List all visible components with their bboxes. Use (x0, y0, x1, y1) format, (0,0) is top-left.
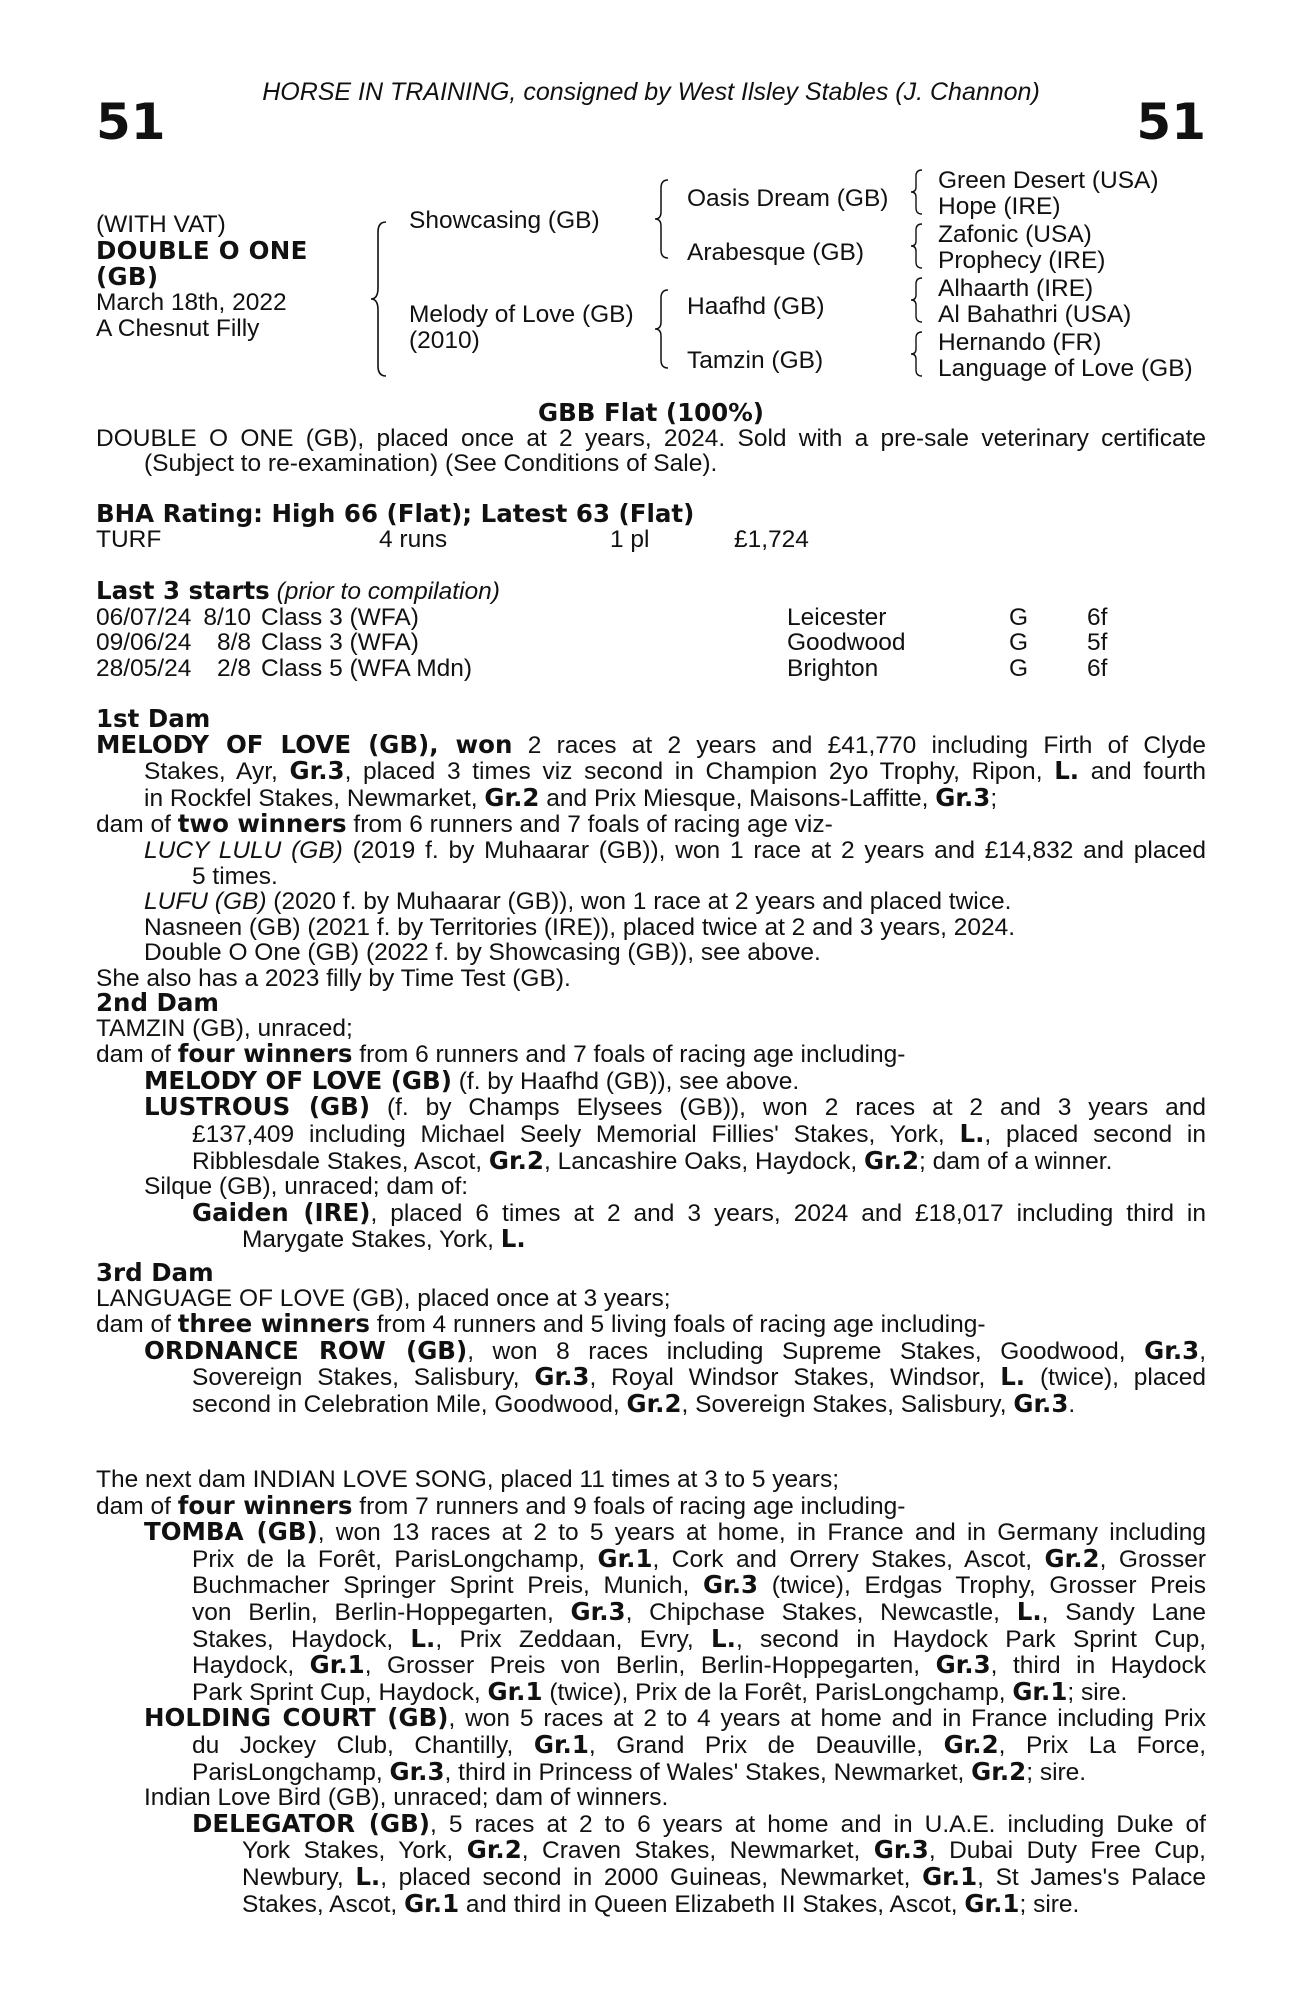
text: du Jockey Club, Chantilly, (192, 1731, 534, 1759)
text: , Chipchase Stakes, Newcastle, (625, 1598, 1017, 1626)
text: York Stakes, York, (242, 1837, 467, 1865)
text: Buchmacher Springer Sprint Preis, Munich, (192, 1572, 704, 1600)
text: ; dam of a winner. (919, 1147, 1113, 1175)
ancestor: Hernando (FR) (938, 329, 1102, 356)
text: , Prix Zeddaan, Evry, (435, 1625, 712, 1653)
text: , Grosser (1099, 1545, 1207, 1573)
grade: Gr.2 (943, 1729, 999, 1759)
text: , 5 races at 2 to 6 years at home and in U.A.E. including Duke of (429, 1810, 1206, 1838)
text: , Grosser Preis von Berlin, Berlin-Hoppegarten, (364, 1652, 936, 1680)
start-going: G (1009, 629, 1029, 657)
progeny-name: Gaiden (IRE) (192, 1197, 371, 1227)
grade: Gr.1 (1012, 1676, 1068, 1706)
grade: Gr.1 (309, 1650, 365, 1680)
intro-line: DOUBLE O ONE (GB), placed once at 2 years, 2024. Sold with a pre-sale veterinary certificate (96, 424, 1206, 452)
start-row (96, 630, 1206, 656)
start-date: 09/06/24 (96, 629, 192, 657)
text: , placed second in 2000 Guineas, Newmarket, (380, 1863, 923, 1891)
grandsire-brace-1 (908, 168, 926, 216)
start-distance: 6f (1087, 603, 1108, 631)
text: and Prix Miesque, Maisons-Laffitte, (539, 784, 936, 812)
start-date: 06/07/24 (96, 603, 192, 631)
text: ; sire. (1067, 1678, 1128, 1706)
winners-count: four winners (177, 1039, 353, 1069)
progeny-name: MELODY OF LOVE (GB) (144, 1065, 452, 1095)
runs: 4 runs (379, 525, 448, 553)
text: (f. by Haafhd (GB)), see above. (451, 1067, 800, 1095)
text: , won 5 races at 2 to 4 years at home and in France including Prix (448, 1705, 1206, 1733)
ancestor: Prophecy (IRE) (938, 247, 1106, 274)
text: ; sire. (1019, 1890, 1080, 1918)
grade: Gr.3 (1013, 1388, 1069, 1418)
text: Haydock, (192, 1652, 310, 1680)
text: ParisLongchamp, (192, 1758, 390, 1786)
grade: Gr.3 (935, 782, 991, 812)
progeny-entry: Silque (GB), unraced; dam of: (144, 1173, 469, 1201)
progeny-name: LUFU (GB) (144, 888, 267, 916)
grade: Gr.2 (466, 1835, 522, 1865)
earnings: £1,724 (734, 525, 809, 553)
grandsire-brace-4 (908, 330, 926, 378)
dam-name: MELODY OF LOVE (GB), won (96, 729, 513, 759)
text: (twice), placed (1025, 1364, 1206, 1392)
dam-line-brace (652, 288, 672, 370)
progeny-name: DELEGATOR (GB) (192, 1808, 430, 1838)
text: 5 times. (192, 862, 278, 890)
text: , Lancashire Oaks, Haydock, (543, 1147, 864, 1175)
start-going: G (1009, 654, 1029, 682)
text: , placed second in (984, 1120, 1206, 1148)
text: and fourth (1079, 758, 1207, 786)
start-course: Goodwood (787, 629, 906, 657)
dam-year: (2010) (409, 327, 480, 354)
text: 2 races at 2 years and £41,770 including Firth of Clyde (527, 731, 1206, 759)
ancestor: Green Desert (USA) (938, 167, 1159, 194)
ancestor: Zafonic (USA) (938, 221, 1092, 248)
winners-count: two winners (177, 809, 347, 839)
text: Stakes, Ayr, (144, 758, 290, 786)
grade: Gr.1 (964, 1888, 1020, 1918)
grade: Gr.1 (922, 1861, 978, 1891)
text: , second in Haydock Park Sprint Cup, (735, 1625, 1206, 1653)
ancestor: Language of Love (GB) (938, 355, 1193, 382)
text: von Berlin, Berlin-Hoppegarten, (192, 1598, 571, 1626)
dam: Melody of Love (GB) (409, 301, 634, 328)
last-starts-heading: Last 3 starts (96, 576, 270, 605)
grade: L. (1000, 1362, 1026, 1392)
turf-record (96, 527, 1206, 553)
third-dam-section (96, 1260, 1206, 1418)
text: (f. by Champs Elysees (GB)), won 2 races at 2 and 3 years and (370, 1094, 1206, 1122)
start-class: Class 3 (WFA) (261, 629, 419, 657)
progeny-name: LUSTROUS (GB) (144, 1092, 371, 1122)
grade: Gr.1 (487, 1676, 543, 1706)
text: Ribblesdale Stakes, Ascot, (192, 1147, 489, 1175)
text: Newbury, (242, 1863, 356, 1891)
last-starts-section (96, 578, 1206, 681)
start-course: Leicester (787, 603, 887, 631)
sire-dam: Arabesque (GB) (687, 239, 865, 266)
progeny-name: LUCY LULU (GB) (144, 836, 343, 864)
progeny-name: TOMBA (GB) (144, 1517, 318, 1547)
grade: Gr.1 (404, 1888, 460, 1918)
bha-rating: BHA Rating: High 66 (Flat); Latest 63 (Flat) (96, 499, 695, 528)
progeny-entry: Indian Love Bird (GB), unraced; dam of winners. (144, 1784, 669, 1812)
text: (2020 f. by Muhaarar (GB)), won 1 race at 2 years and placed twice. (266, 888, 1012, 916)
winners-count: three winners (177, 1309, 370, 1339)
horse-dob: March 18th, 2022 (96, 289, 287, 316)
start-position: 8/8 (216, 629, 251, 657)
grade: Gr.3 (389, 1756, 445, 1786)
horse-name: DOUBLE O ONE (96, 236, 308, 265)
grade: Gr.2 (1044, 1543, 1100, 1573)
text: . (1068, 1390, 1076, 1418)
text: , Prix La Force, (998, 1731, 1207, 1759)
text: dam of (96, 1041, 178, 1069)
text: (2019 f. by Muhaarar (GB)), won 1 race at 2 years and £14,832 and placed (342, 836, 1206, 864)
text: , third in Princess of Wales' Stakes, Newmarket, (444, 1758, 972, 1786)
text: , (1199, 1337, 1206, 1365)
grade: L. (1054, 756, 1080, 786)
grade: L. (410, 1623, 436, 1653)
section-heading: 2nd Dam (96, 988, 219, 1017)
text: ; sire. (1026, 1758, 1087, 1786)
grade: Gr.3 (935, 1650, 991, 1680)
grade: L. (711, 1623, 736, 1653)
text: , won 8 races including Supreme Stakes, Goodwood, (467, 1337, 1145, 1365)
lot-number-left: 51 (96, 93, 166, 151)
grade: Gr.2 (626, 1388, 682, 1418)
section-heading: 3rd Dam (96, 1258, 214, 1287)
text: dam of (96, 1311, 178, 1339)
progeny-entry: Nasneen (GB) (2021 f. by Territories (IRE)), placed twice at 2 and 3 years, 2024. (144, 913, 1016, 941)
start-course: Brighton (787, 654, 879, 682)
horse-name-suffix: (GB) (96, 262, 159, 291)
text: Park Sprint Cup, Haydock, (192, 1678, 488, 1706)
grade: Gr.2 (484, 782, 540, 812)
gbb-label: GBB Flat (100%) (538, 398, 764, 427)
progeny-name: ORDNANCE ROW (GB) (144, 1335, 468, 1365)
start-distance: 6f (1087, 654, 1108, 682)
ancestor: Alhaarth (IRE) (938, 275, 1094, 302)
lot-number-right: 51 (1136, 93, 1206, 151)
grade: Gr.3 (289, 756, 345, 786)
text: dam of (96, 1492, 178, 1520)
text: , Craven Stakes, Newmarket, (521, 1837, 874, 1865)
grade: Gr.3 (1144, 1335, 1200, 1365)
grade: Gr.3 (873, 1835, 929, 1865)
bha-section (96, 501, 1206, 552)
placings: 1 pl (610, 525, 650, 553)
text: ; (990, 784, 998, 812)
winners-count: four winners (177, 1490, 353, 1520)
start-position: 8/10 (203, 603, 251, 631)
text: , Royal Windsor Stakes, Windsor, (589, 1364, 1001, 1392)
start-row (96, 656, 1206, 682)
grandsire-brace-2 (908, 222, 926, 270)
start-position: 2/8 (216, 654, 251, 682)
text: LANGUAGE OF LOVE (GB), placed once at 3 years; (96, 1284, 671, 1312)
start-class: Class 3 (WFA) (261, 603, 419, 631)
start-date: 28/05/24 (96, 654, 192, 682)
section-heading: 1st Dam (96, 704, 211, 733)
grade: L. (959, 1118, 985, 1148)
intro-line: (Subject to re-examination) (See Conditions of Sale). (144, 450, 718, 478)
text: Prix de la Forêt, ParisLongchamp, (192, 1545, 598, 1573)
progeny-name: HOLDING COURT (GB) (144, 1703, 449, 1733)
text: Stakes, Haydock, (192, 1625, 411, 1653)
grandsire-brace-3 (908, 276, 926, 324)
text: TAMZIN (GB), unraced; (96, 1014, 353, 1042)
first-dam-section (96, 706, 1206, 992)
text: from 7 runners and 9 foals of racing age including- (352, 1492, 906, 1520)
grade: Gr.1 (533, 1729, 589, 1759)
text: (twice), Prix de la Forêt, ParisLongchamp, (542, 1678, 1013, 1706)
pedigree-table (96, 168, 1206, 388)
grade: Gr.2 (488, 1145, 544, 1175)
start-class: Class 5 (WFA Mdn) (261, 654, 473, 682)
sire-sire: Oasis Dream (GB) (687, 185, 889, 212)
grade: Gr.3 (703, 1570, 759, 1600)
text: £137,409 including Michael Seely Memorial Fillies' Stakes, York, (192, 1120, 960, 1148)
text: , Cork and Orrery Stakes, Ascot, (652, 1545, 1045, 1573)
text: She also has a 2023 filly by Time Test (GB). (96, 964, 571, 992)
text: , Grand Prix de Deauville, (588, 1731, 944, 1759)
start-distance: 5f (1087, 629, 1108, 657)
text: in Rockfel Stakes, Newmarket, (144, 784, 485, 812)
text: , won 13 races at 2 to 5 years at home, in France and in Germany including (317, 1519, 1206, 1547)
intro-section (96, 400, 1206, 477)
consignor-header: HORSE IN TRAINING, consigned by West Ilsley Stables (J. Channon) (262, 78, 1040, 106)
text: (twice), Erdgas Trophy, Grosser Preis (758, 1572, 1206, 1600)
text: from 6 runners and 7 foals of racing age viz- (346, 811, 833, 839)
text: , St James's Palace (977, 1863, 1207, 1891)
horse-description: A Chesnut Filly (96, 315, 260, 342)
second-dam-section (96, 990, 1206, 1253)
grade: L. (1016, 1596, 1042, 1626)
sire-line-brace (652, 178, 672, 260)
text: The next dam INDIAN LOVE SONG, placed 11 times at 3 to 5 years; (96, 1466, 840, 1493)
text: , Sandy Lane (1041, 1598, 1206, 1626)
start-row (96, 605, 1206, 631)
sire-dam-brace (368, 220, 392, 378)
last-starts-note: (prior to compilation) (276, 578, 500, 605)
text: Marygate Stakes, York, (242, 1226, 501, 1254)
grade: Gr.1 (597, 1543, 653, 1573)
text: Stakes, Ascot, (242, 1890, 405, 1918)
text: , placed 3 times viz second in Champion 2yo Trophy, Ripon, (344, 758, 1055, 786)
dam-sire: Haafhd (GB) (687, 293, 825, 320)
grade: L. (500, 1224, 526, 1254)
grade: Gr.3 (534, 1362, 590, 1392)
surface: TURF (96, 525, 162, 553)
text: dam of (96, 811, 178, 839)
sire: Showcasing (GB) (409, 207, 600, 234)
ancestor: Al Bahathri (USA) (938, 301, 1132, 328)
text: second in Celebration Mile, Goodwood, (192, 1390, 627, 1418)
grade: Gr.2 (971, 1756, 1027, 1786)
dam-dam: Tamzin (GB) (687, 347, 824, 374)
progeny-entry: Double O One (GB) (2022 f. by Showcasing (GB)), see above. (144, 939, 821, 967)
grade: Gr.3 (570, 1596, 626, 1626)
text: from 4 runners and 5 living foals of racing age including- (369, 1311, 986, 1339)
text: from 6 runners and 7 foals of racing age including- (352, 1041, 906, 1069)
grade: Gr.2 (863, 1145, 920, 1175)
text: , third in Haydock (990, 1652, 1207, 1680)
start-going: G (1009, 603, 1029, 631)
grade: L. (355, 1861, 381, 1891)
vat-label: (WITH VAT) (96, 211, 226, 238)
catalogue-page (96, 0, 1206, 2000)
text: Sovereign Stakes, Salisbury, (192, 1364, 535, 1392)
next-dam-section (96, 1467, 1206, 1917)
text: and third in Queen Elizabeth II Stakes, Ascot, (459, 1890, 965, 1918)
text: , Dubai Duty Free Cup, (928, 1837, 1206, 1865)
text: , Sovereign Stakes, Salisbury, (681, 1390, 1014, 1418)
ancestor: Hope (IRE) (938, 193, 1061, 220)
text: , placed 6 times at 2 and 3 years, 2024 and £18,017 including third in (370, 1199, 1206, 1227)
